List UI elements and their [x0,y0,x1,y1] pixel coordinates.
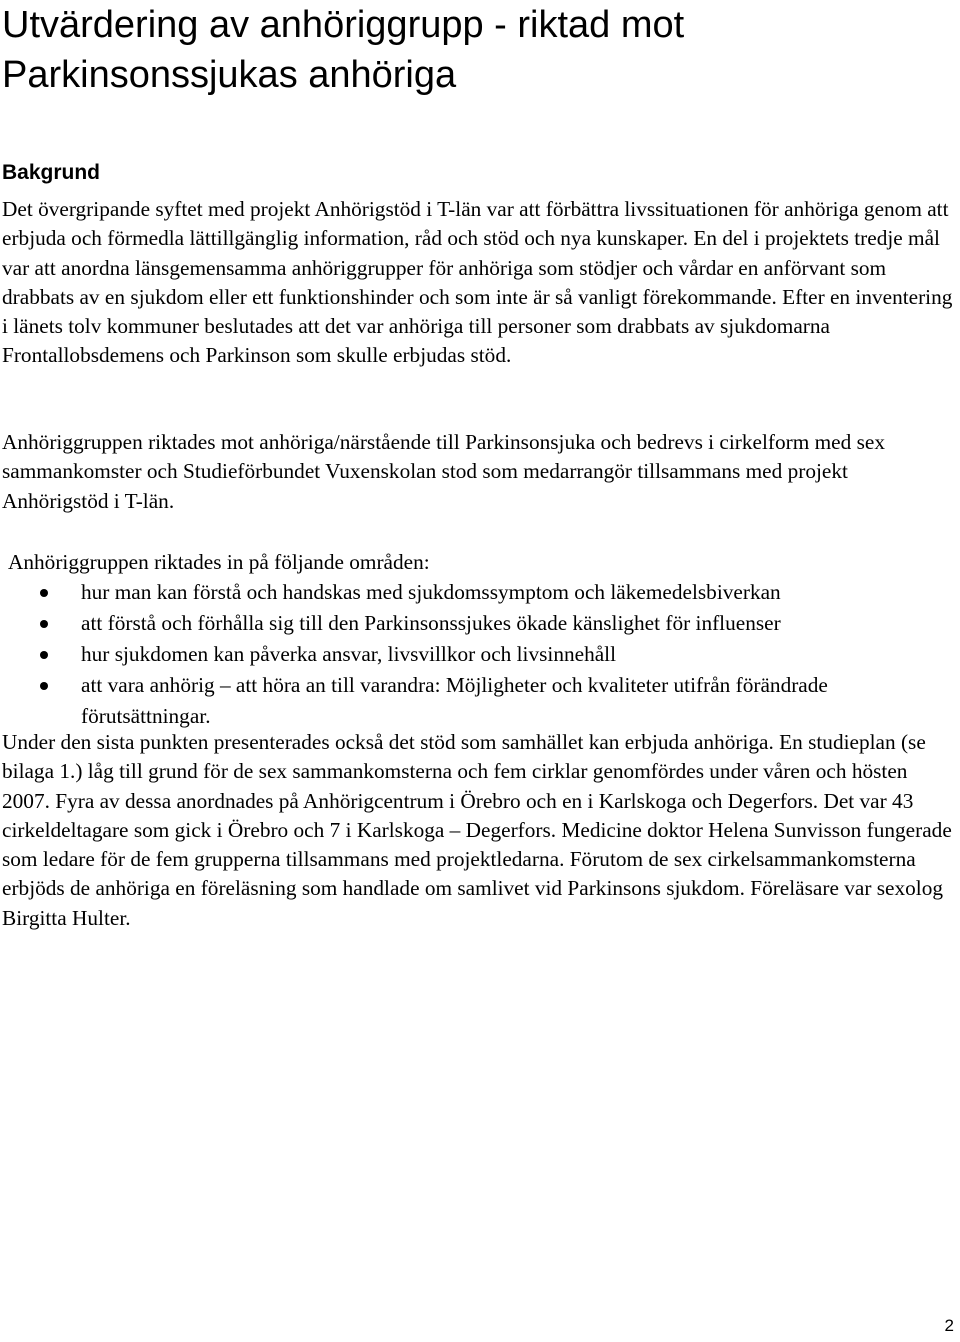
paragraph-background: Det övergripande syftet med projekt Anhörigstöd i T-län var att förbättra livssituationen för anhöriga genom att erbjuda och förmedla lättillgänglig information, råd och stöd och nya kunskaper. En del i projektets tredje mål var att anordna länsgemensamma anhöriggrupper för anhöriga som stödjer och vårdar en anförvant som drabbats av en sjukdom eller ett funktionshinder och som inte är så vanligt förekommande. Efter en inventering i länets tolv kommuner beslutades att det var anhöriga till personer som drabbats av sjukdomarna Frontallobsdemens och Parkinson som skulle erbjudas stöd. [2,197,953,368]
bullet-icon [40,620,48,628]
topic-list [0,577,955,732]
list-item [0,577,955,608]
bullet-icon [40,651,48,659]
bullet-icon [40,589,48,597]
section-heading-bakgrund: Bakgrund [2,161,101,184]
list-item [0,608,955,639]
list-item-text: att förstå och förhålla sig till den Parkinsonssjukes ökade känslighet för influenser [81,611,781,635]
list-item-text: hur man kan förstå och handskas med sjukdomssymptom och läkemedelsbiverkan [81,580,781,604]
list-item [0,639,955,670]
list-item [0,670,955,732]
list-intro: Anhöriggruppen riktades in på följande områden: [8,550,430,574]
bullet-icon [40,682,48,690]
page-number: 2 [944,1316,954,1335]
paragraph-closing: Under den sista punkten presenterades också det stöd som samhället kan erbjuda anhöriga. En studieplan (se bilaga 1.) låg till grund för de sex sammankomsterna och fem cirklar genomfördes under våren och hösten 2007. Fyra av dessa anordnades på Anhörigcentrum i Örebro och en i Karlskoga och Degerfors. Det var 43 cirkeldeltagare som gick i Örebro och 7 i Karlskoga – Degerfors. Medicine doktor Helena Sunvisson fungerade som ledare för de fem grupperna tillsammans med projektledarna. Förutom de sex cirkelsammankomsterna erbjöds de anhöriga en föreläsning som handlade om samlivet vid Parkinsons sjukdom. Föreläsare var sexolog Birgitta Hulter. [2,730,952,930]
list-item-text: hur sjukdomen kan påverka ansvar, livsvillkor och livsinnehåll [81,642,617,666]
page-title: Utvärdering av anhöriggrupp - riktad mot Parkinsonssjukas anhöriga [2,4,685,96]
list-item-text: att vara anhörig – att höra an till varandra: Möjligheter och kvaliteter utifrån förändrade förutsättningar. [81,673,828,728]
paragraph-group-description: Anhöriggruppen riktades mot anhöriga/närstående till Parkinsonsjuka och bedrevs i cirkelform med sex sammankomster och Studieförbundet Vuxenskolan stod som medarrangör tillsammans med projekt Anhörigstöd i T-län. [2,430,885,513]
